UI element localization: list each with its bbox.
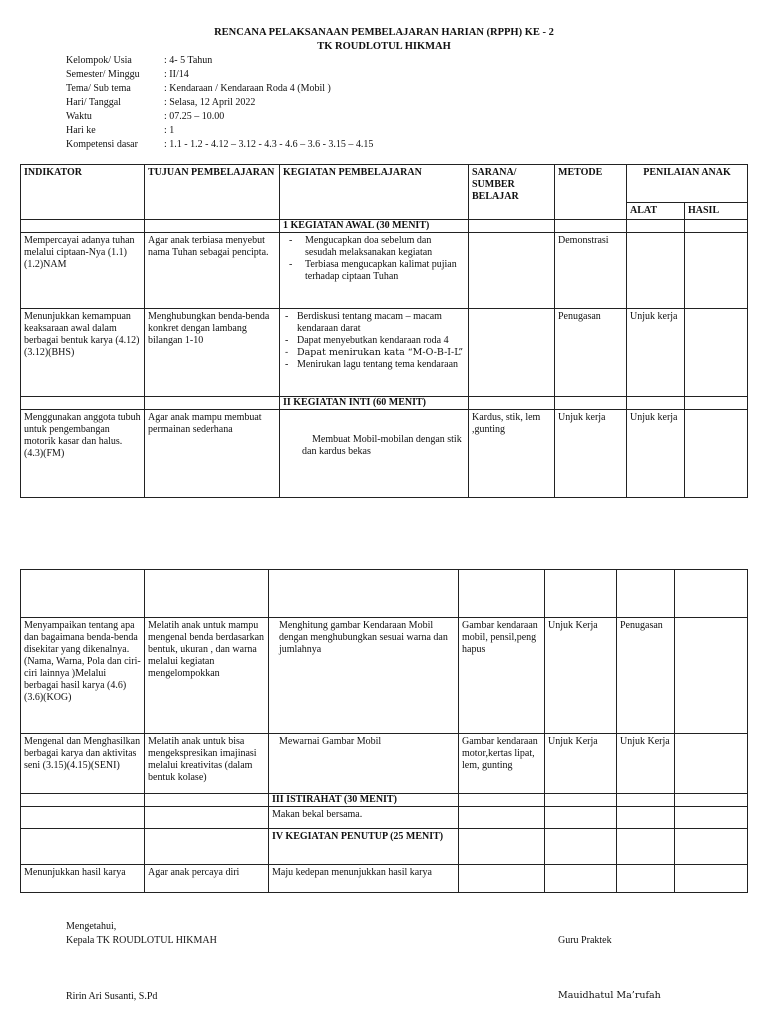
col-sarana: SARANA/ SUMBER BELAJAR [469,165,555,220]
cell-kegiatan: Mewarnai Gambar Mobil [269,734,459,794]
cell-kegiatan: Menghitung gambar Kendaraan Mobil dengan menghubungkan sesuai warna dan jumlahnya [269,618,459,734]
meta-row: Semester/ Minggu : II/14 [66,69,189,80]
table-row [21,233,748,309]
cell-metode: Unjuk kerja [555,410,627,498]
cell-indikator: Menunjukkan kemampuan keaksaraan awal dalam berbagai bentuk karya (4.12)(3.12)(BHS) [21,309,145,397]
table-row [21,309,748,397]
col-alat: ALAT [627,203,685,220]
cell-metode: Unjuk Kerja [545,618,617,734]
school-name: TK ROUDLOTUL HIKMAH [317,41,451,52]
cell-hasil [685,233,748,309]
cell-alat: Unjuk Kerja [617,734,675,794]
cell-tujuan: Agar anak mampu membuat permainan sederhana [145,410,280,498]
section-awal: 1 KEGIATAN AWAL (30 MENIT) [280,220,469,233]
kepala-name: Ririn Ari Susanti, S.Pd [66,991,158,1002]
section-inti: II KEGIATAN INTI (60 MENIT) [280,397,469,410]
rpph-table-page-2 [20,569,748,893]
cell-indikator: Menyampaikan tentang apa dan bagaimana benda-benda disekitar yang dikenalnya. (Nama, Warna, Pola dan ciri-ciri lainnya )Melalui berbagai hasil karya (4.6)(3.6)(KOG) [21,618,145,734]
cell-sarana: Gambar kendaraan motor,kertas lipat, lem, gunting [459,734,545,794]
cell-hasil [685,410,748,498]
cell-kegiatan [280,309,469,397]
cell-tujuan: Agar anak terbiasa menyebut nama Tuhan sebagai pencipta. [145,233,280,309]
cell-sarana [469,233,555,309]
mengetahui-label: Mengetahui, [66,921,117,932]
cell-sarana [469,309,555,397]
section-penutup: IV KEGIATAN PENUTUP (25 MENIT) [269,829,459,865]
col-indikator: INDIKATOR [21,165,145,220]
table-row [21,807,748,829]
table-row [21,410,748,498]
guru-name: Mauidhatul Ma’rufah [558,990,661,1001]
cell-kegiatan: Maju kedepan menunjukkan hasil karya [269,865,459,893]
cell-kegiatan: Membuat Mobil-mobilan dengan stik dan kardus bekas [280,410,469,498]
cell-indikator: Mengenal dan Menghasilkan berbagai karya dan aktivitas seni (3.15)(4.15)(SENI) [21,734,145,794]
list-item: - Dapat menyebutkan kendaraan roda 4 [283,335,465,347]
col-hasil: HASIL [685,203,748,220]
list-item: - Mengucapkan doa sebelum dan sesudah melaksanakan kegiatan [283,235,465,259]
cell-kegiatan: Makan bekal bersama. [269,807,459,829]
rpph-table-page-1 [20,164,748,498]
table-row [21,734,748,794]
kepala-label: Kepala TK ROUDLOTUL HIKMAH [66,935,217,946]
cell-indikator: Mempercayai adanya tuhan melalui ciptaan-Nya (1.1)(1.2)NAM [21,233,145,309]
cell-tujuan: Melatih anak untuk bisa mengekspresikan imajinasi melalui kreativitas (dalam bentuk kolase) [145,734,269,794]
table-row [21,865,748,893]
cell-sarana: Kardus, stik, lem ,gunting [469,410,555,498]
meta-row: Tema/ Sub tema : Kendaraan / Kendaraan Roda 4 (Mobil ) [66,83,331,94]
cell-hasil [675,734,748,794]
cell-indikator: Menunjukkan hasil karya [21,865,145,893]
meta-row: Waktu : 07.25 – 10.00 [66,111,225,122]
meta-info [66,55,373,153]
cell-sarana: Gambar kendaraan mobil, pensil,penghapus [459,618,545,734]
cell-tujuan: Agar anak percaya diri [145,865,269,893]
cell-metode: Unjuk Kerja [545,734,617,794]
col-kegiatan: KEGIATAN PEMBELAJARAN [280,165,469,220]
meta-row: Kompetensi dasar : 1.1 - 1.2 - 4.12 – 3.12 - 4.3 - 4.6 – 3.6 - 3.15 – 4.15 [66,139,374,150]
cell-tujuan: Menghubungkan benda-benda konkret dengan lambang bilangan 1-10 [145,309,280,397]
meta-row: Hari/ Tanggal : Selasa, 12 April 2022 [66,97,256,108]
col-metode: METODE [555,165,627,220]
cell-alat [627,233,685,309]
meta-row: Hari ke : 1 [66,125,175,136]
cell-kegiatan [280,233,469,309]
document-title: RENCANA PELAKSANAAN PEMBELAJARAN HARIAN (RPPH) KE - 2 [214,27,554,38]
cell-alat: Unjuk kerja [627,410,685,498]
cell-metode: Penugasan [555,309,627,397]
cell-hasil [675,618,748,734]
guru-label: Guru Praktek [558,935,612,946]
cell-alat: Unjuk kerja [627,309,685,397]
cell-indikator: Menggunakan anggota tubuh untuk pengembangan motorik kasar dan halus. (4.3)(FM) [21,410,145,498]
cell-tujuan: Melatih anak untuk mampu mengenal benda berdasarkan bentuk, ukuran , dan warna melalui kegiatan mengelompokkan [145,618,269,734]
cell-alat: Penugasan [617,618,675,734]
cell-metode: Demonstrasi [555,233,627,309]
list-item: - Terbiasa mengucapkan kalimat pujian terhadap ciptaan Tuhan [283,259,465,283]
col-tujuan: TUJUAN PEMBELAJARAN [145,165,280,220]
list-item: - Dapat menirukan kata “M-O-B-I-L” [283,347,465,359]
table-row [21,618,748,734]
section-istirahat: III ISTIRAHAT (30 MENIT) [269,794,459,807]
col-penilaian: PENILAIAN ANAK [627,165,748,203]
list-item: - Berdiskusi tentang macam – macam kendaraan darat [283,311,465,335]
list-item: - Menirukan lagu tentang tema kendaraan [283,359,465,371]
meta-row: Kelompok/ Usia : 4- 5 Tahun [66,55,213,66]
cell-hasil [685,309,748,397]
